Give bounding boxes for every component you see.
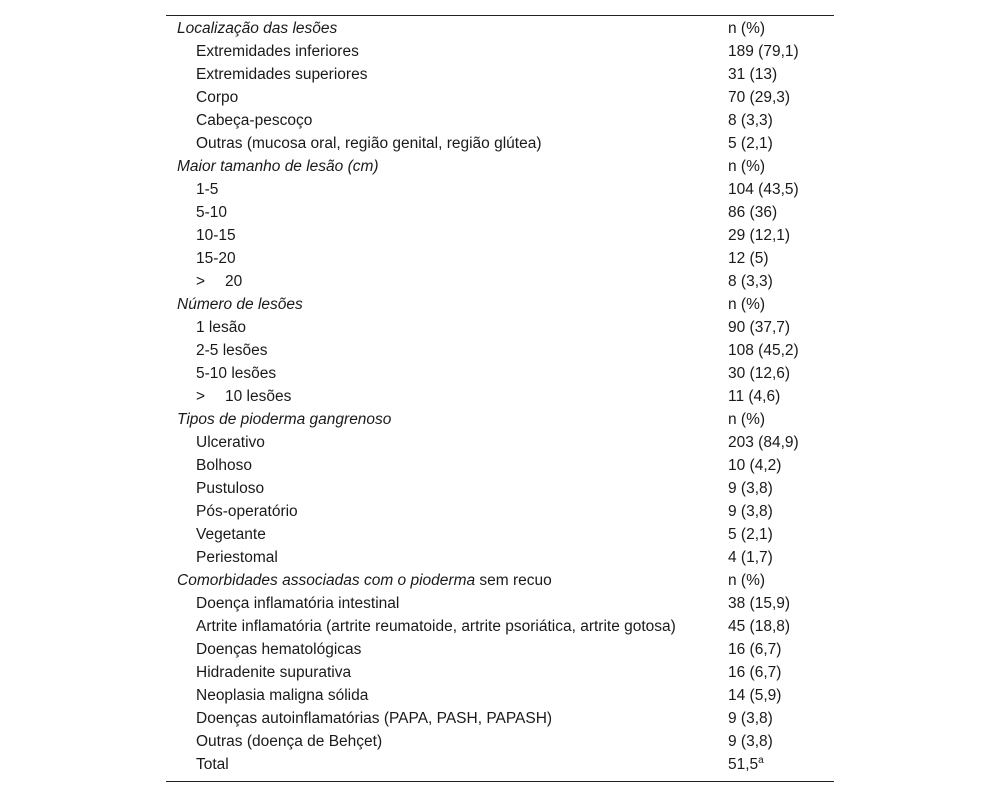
row-value: 30 (12,6) [728,365,791,382]
table-row [166,132,834,155]
row-value: 86 (36) [728,204,778,221]
row-label: Extremidades inferiores [196,43,359,60]
row-value: 12 (5) [728,250,769,267]
row-label: Outras (mucosa oral, região genital, região glútea) [196,135,542,152]
row-label: Pustuloso [196,480,265,497]
row-label: Vegetante [196,526,266,543]
data-table [166,15,834,782]
table-row [166,730,834,753]
table-row [166,109,834,132]
section-title: Localização das lesões [177,20,338,37]
row-label: Doenças autoinflamatórias (PAPA, PASH, PAPASH) [196,710,553,727]
row-value: 9 (3,8) [728,480,773,497]
table-row [166,247,834,270]
greater-than-symbol: > [196,273,206,290]
row-value: 29 (12,1) [728,227,791,244]
row-value: 51,5$^a$ [728,755,764,773]
table-row [166,201,834,224]
row-label: Total [196,756,229,773]
footnote-marker: a [758,755,764,766]
row-value: 5 (2,1) [728,135,773,152]
row-value: 38 (15,9) [728,595,791,612]
row-label: 5-10 lesões [196,365,277,382]
table-row [166,270,834,293]
row-value: 203 (84,9) [728,434,799,451]
table-row [166,431,834,454]
row-value: 16 (6,7) [728,641,782,658]
row-value: 189 (79,1) [728,43,799,60]
row-label: 1 lesão [196,319,246,336]
column-header-n-percent: n (%) [728,572,766,589]
table-row [166,477,834,500]
section-header [166,569,834,592]
row-label: Outras (doença de Behçet) [196,733,383,750]
row-value: 108 (45,2) [728,342,799,359]
row-value: 11 (4,6) [728,388,781,405]
table-row [166,684,834,707]
row-value: 31 (13) [728,66,778,83]
row-label: Cabeça-pescoço [196,112,313,129]
row-value: 9 (3,8) [728,733,773,750]
table-row [166,707,834,730]
row-value: 8 (3,3) [728,112,773,129]
column-header-n-percent: n (%) [728,20,766,37]
row-value: 16 (6,7) [728,664,782,681]
section-title: Tipos de pioderma gangrenoso [177,411,392,428]
row-label: Doença inflamatória intestinal [196,595,400,612]
row-value: 5 (2,1) [728,526,773,543]
table-row [166,753,834,776]
table-row [166,638,834,661]
section-header [166,293,834,316]
table-row [166,40,834,63]
row-value: 4 (1,7) [728,549,773,566]
row-value: 90 (37,7) [728,319,791,336]
column-header-n-percent: n (%) [728,158,766,175]
row-label: Hidradenite supurativa [196,664,352,681]
table-row [166,339,834,362]
row-value: 10 (4,2) [728,457,782,474]
row-label: 15-20 [196,250,236,267]
table-row [166,546,834,569]
section-title-suffix: sem recuo [479,572,552,589]
table-row [166,63,834,86]
row-label: 10-15 [196,227,236,244]
row-label: 1-5 [196,181,219,198]
section-header [166,17,834,40]
row-label: Bolhoso [196,457,253,474]
table-row [166,385,834,408]
table-row [166,615,834,638]
row-label: Pós-operatório [196,503,298,520]
row-value: 70 (29,3) [728,89,791,106]
row-label: 2-5 lesões [196,342,268,359]
row-label: > 20 [196,270,242,293]
table-row [166,454,834,477]
row-label: 5-10 [196,204,228,221]
section-title: Maior tamanho de lesão (cm) [177,158,379,175]
column-header-n-percent: n (%) [728,296,766,313]
row-label: Ulcerativo [196,434,265,451]
row-value: 45 (18,8) [728,618,791,635]
table-row [166,523,834,546]
row-value: 14 (5,9) [728,687,782,704]
row-label: Artrite inflamatória (artrite reumatoide, artrite psoriática, artrite gotosa) [196,618,676,635]
table-row [166,661,834,684]
column-header-n-percent: n (%) [728,411,766,428]
section-header [166,155,834,178]
table-row [166,500,834,523]
row-value: 104 (43,5) [728,181,799,198]
row-value: 9 (3,8) [728,710,773,727]
row-value: 9 (3,8) [728,503,773,520]
row-label: > 10 lesões [196,385,291,408]
row-label: Corpo [196,89,239,106]
section-header [166,408,834,431]
row-label: Doenças hematológicas [196,641,362,658]
table-row [166,316,834,339]
row-label: Neoplasia maligna sólida [196,687,369,704]
row-label: Extremidades superiores [196,66,368,83]
table-row [166,362,834,385]
greater-than-symbol: > [196,388,206,405]
section-title: Número de lesões [177,296,303,313]
row-label: Periestomal [196,549,278,566]
section-title: Comorbidades associadas com o pioderma sem recuo [177,572,552,589]
row-value: 8 (3,3) [728,273,773,290]
table-row [166,592,834,615]
table-row [166,86,834,109]
table-row [166,178,834,201]
table-row [166,224,834,247]
